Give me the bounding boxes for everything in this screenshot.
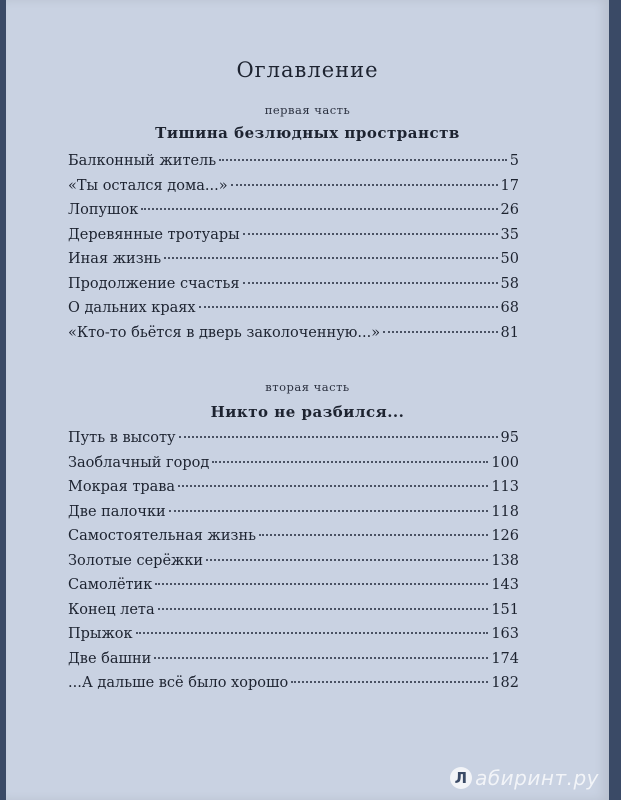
toc-entry — [68, 553, 519, 578]
labirint-watermark — [450, 766, 599, 790]
toc-entry — [68, 202, 519, 227]
dot-leader — [291, 680, 488, 683]
toc-entry-page: 118 — [491, 503, 519, 520]
part-2-label: вторая часть — [265, 380, 350, 394]
toc-entry-title: О дальних краях — [68, 300, 196, 316]
toc-entry-page: 81 — [500, 324, 519, 341]
dot-leader — [199, 305, 498, 308]
dot-leader — [219, 158, 507, 161]
toc-entry-title: «Кто-то бьётся в дверь заколоченную...» — [68, 324, 381, 341]
dot-leader — [154, 656, 488, 659]
toc-entry-title: Самостоятельная жизнь — [68, 528, 257, 544]
toc-entry-title: «Ты остался дома...» — [68, 177, 228, 194]
part-1-label: первая часть — [264, 103, 351, 117]
toc-entry-page: 5 — [509, 153, 519, 169]
toc-entry-title: Две палочки — [68, 503, 166, 520]
toc-entry-title: Лопушок — [68, 202, 139, 218]
toc-entry-page: 113 — [491, 479, 519, 495]
toc-entry-title: Деревянные тротуары — [68, 226, 240, 243]
dot-leader — [243, 281, 498, 284]
part-1-entries — [68, 153, 519, 349]
toc-entry-title: Балконный житель — [68, 153, 217, 169]
toc-entry-page: 182 — [491, 675, 519, 691]
toc-entry-page: 26 — [500, 202, 519, 218]
dot-leader — [383, 330, 497, 333]
part-2-entries — [68, 430, 519, 700]
toc-entry — [68, 455, 519, 480]
toc-entry-page: 50 — [500, 251, 519, 267]
dot-leader — [136, 631, 489, 634]
toc-entry — [68, 675, 519, 700]
toc-entry-page: 68 — [500, 300, 519, 316]
toc-entry-title: Золотые серёжки — [68, 552, 204, 569]
dot-leader — [169, 509, 489, 512]
toc-entry-page: 126 — [491, 528, 519, 544]
toc-entry-title: Две башни — [68, 650, 152, 667]
toc-entry — [68, 227, 519, 252]
dot-leader — [164, 256, 497, 259]
toc-entry-title: Иная жизнь — [68, 251, 162, 267]
toc-entry-page: 17 — [500, 177, 519, 194]
toc-entry-page: 143 — [491, 577, 519, 593]
dot-leader — [231, 183, 498, 186]
toc-entry-title: Продолжение счастья — [68, 275, 240, 292]
toc-entry-page: 138 — [491, 552, 519, 569]
toc-entry — [68, 153, 519, 178]
toc-entry-title: Прыжок — [68, 626, 133, 642]
dot-leader — [155, 582, 488, 585]
dot-leader — [243, 232, 498, 235]
toc-entry-page: 174 — [491, 650, 519, 667]
dot-leader — [178, 484, 488, 487]
toc-entry — [68, 300, 519, 325]
labirint-logo-icon: Л — [450, 767, 472, 789]
toc-entry-page: 100 — [491, 454, 519, 471]
toc-entry-page: 163 — [491, 626, 519, 642]
toc-entry-title: Заоблачный город — [68, 454, 210, 471]
toc-entry-page: 151 — [491, 601, 519, 618]
dot-leader — [259, 533, 488, 536]
dot-leader — [212, 460, 488, 463]
toc-entry — [68, 251, 519, 276]
toc-entry-title: Самолётик — [68, 577, 153, 593]
dot-leader — [179, 435, 498, 438]
part-2-title: Никто не разбился... — [210, 403, 405, 421]
toc-entry — [68, 430, 519, 455]
toc-entry-page: 58 — [500, 275, 519, 292]
toc-entry-title: ...А дальше всё было хорошо — [68, 675, 289, 691]
toc-entry — [68, 626, 519, 651]
toc-entry-page: 95 — [500, 430, 519, 446]
toc-entry — [68, 651, 519, 676]
dot-leader — [158, 607, 489, 610]
toc-title: Оглавление — [236, 58, 379, 82]
toc-entry-page: 35 — [500, 226, 519, 243]
toc-entry-title: Мокрая трава — [68, 479, 176, 495]
part-1-title: Тишина безлюдных пространств — [155, 124, 460, 142]
toc-entry — [68, 276, 519, 301]
toc-entry — [68, 479, 519, 504]
book-page — [6, 0, 609, 800]
dot-leader — [206, 558, 488, 561]
toc-entry-title: Конец лета — [68, 601, 155, 618]
toc-entry-title: Путь в высоту — [68, 430, 176, 446]
toc-entry — [68, 602, 519, 627]
toc-entry — [68, 577, 519, 602]
watermark-text: абиринт.ру — [475, 766, 599, 790]
dot-leader — [141, 207, 497, 210]
toc-entry — [68, 528, 519, 553]
toc-entry — [68, 504, 519, 529]
toc-entry — [68, 178, 519, 203]
toc-entry — [68, 325, 519, 350]
